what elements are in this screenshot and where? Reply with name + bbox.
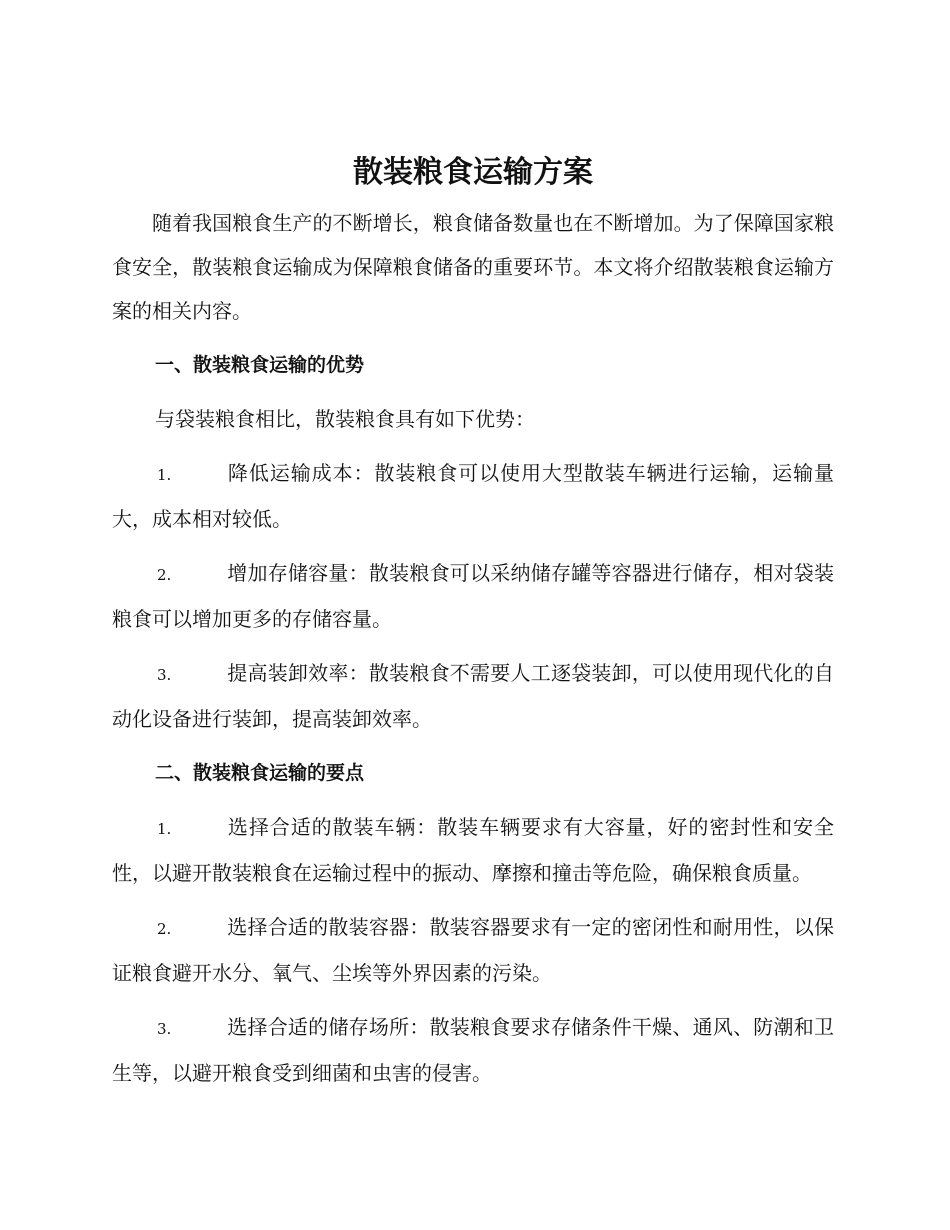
list-item-text: 选择合适的散装容器：散装容器要求有一定的密闭性和耐用性，以保证粮食避开水分、氧气、尘埃等外界因素的污染。: [112, 915, 834, 985]
document-page: [112, 148, 834, 1095]
list-item: [112, 451, 834, 541]
section-lead-paragraph: 与袋装粮食相比，散装粮食具有如下优势：: [155, 407, 535, 431]
list-item-number: 3.: [157, 666, 172, 684]
list-item: [112, 905, 834, 995]
section-heading-advantages: 一、散装粮食运输的优势: [155, 354, 365, 376]
list-item-text: 提高装卸效率：散装粮食不需要人工逐袋装卸，可以使用现代化的自动化设备进行装卸，提高装卸效率。: [112, 661, 834, 731]
list-item-number: 2.: [157, 566, 172, 584]
list-item-text: 选择合适的储存场所：散装粮食要求存储条件干燥、通风、防潮和卫生等，以避开粮食受到细菌和虫害的侵害。: [112, 1015, 834, 1085]
section-heading-key-points: 二、散装粮食运输的要点: [155, 762, 365, 784]
list-item-number: 2.: [157, 920, 172, 938]
list-item: [112, 651, 834, 741]
document-title: 散装粮食运输方案: [353, 155, 593, 190]
list-item-number: 3.: [157, 1020, 172, 1038]
list-item: [112, 1005, 834, 1095]
list-item-number: 1.: [157, 466, 172, 484]
list-item-number: 1.: [157, 820, 172, 838]
list-item-text: 增加存储容量：散装粮食可以采纳储存罐等容器进行储存，相对袋装粮食可以增加更多的存储容量。: [112, 561, 834, 631]
list-item: [112, 805, 834, 895]
list-item: [112, 551, 834, 641]
list-item-text: 降低运输成本：散装粮食可以使用大型散装车辆进行运输，运输量大，成本相对较低。: [112, 461, 834, 531]
intro-paragraph: 随着我国粮食生产的不断增长，粮食储备数量也在不断增加。为了保障国家粮食安全，散装粮食运输成为保障粮食储备的重要环节。本文将介绍散装粮食运输方案的相关内容。: [112, 211, 834, 323]
list-item-text: 选择合适的散装车辆：散装车辆要求有大容量，好的密封性和安全性，以避开散装粮食在运输过程中的振动、摩擦和撞击等危险，确保粮食质量。: [112, 815, 834, 885]
